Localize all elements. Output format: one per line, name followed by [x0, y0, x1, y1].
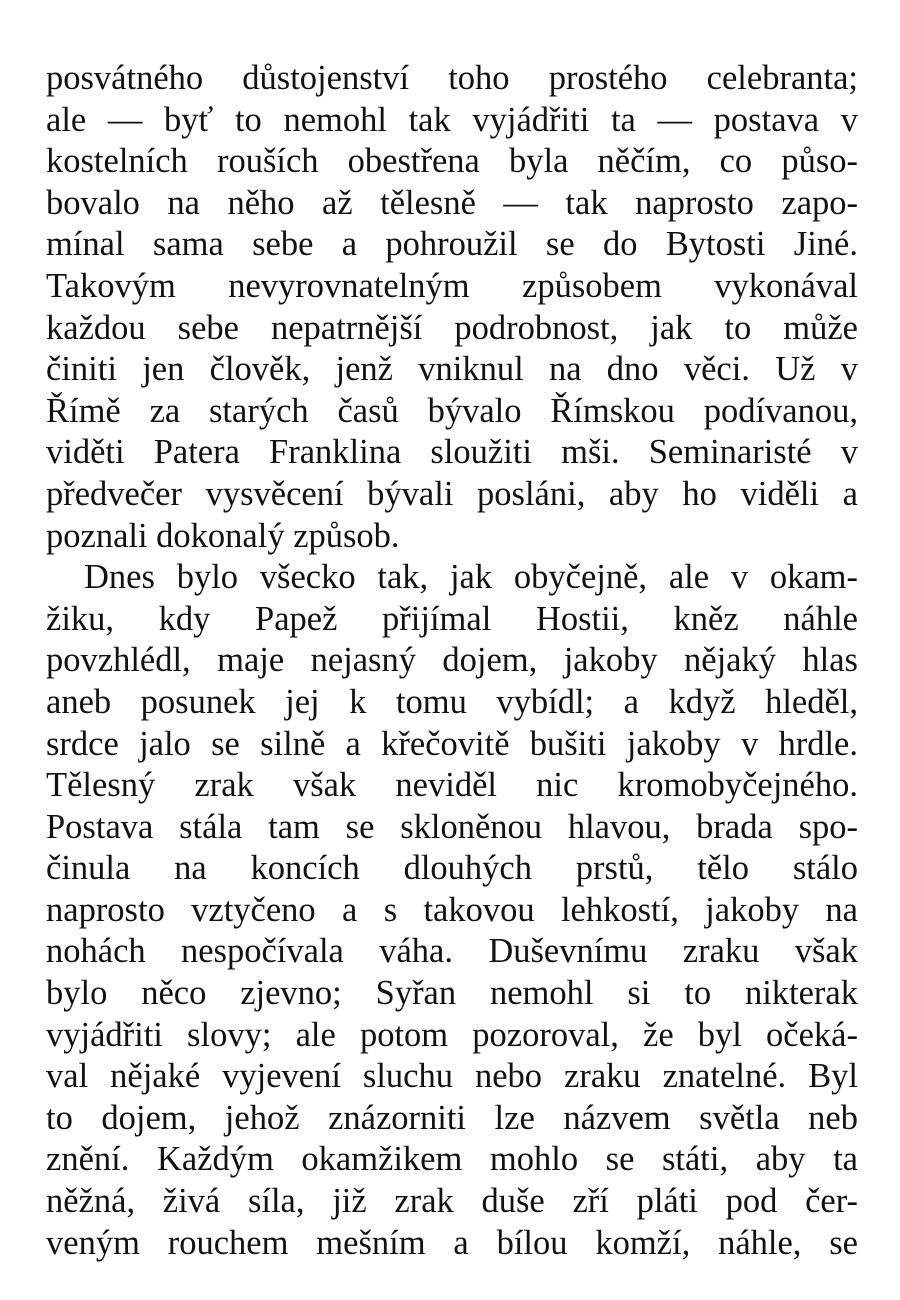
text-line: povzhlédl, maje nejasný dojem, jakoby nějaký hlas	[46, 641, 858, 680]
text-line: nohách nespočívala váha. Duševnímu zraku však	[46, 932, 858, 971]
text-line: aneb posunek jej k tomu vybídl; a když hleděl,	[46, 682, 858, 721]
text-line: naprosto vztyčeno a s takovou lehkostí, jakoby na	[46, 890, 858, 929]
document-page	[46, 58, 858, 1264]
text-line: činula na koncích dlouhých prstů, tělo stálo	[46, 849, 858, 888]
text-line: to dojem, jehož znázorniti lze názvem světla neb	[46, 1098, 858, 1137]
text-line: Dnes bylo všecko tak, jak obyčejně, ale v okam-	[84, 558, 858, 597]
text-line: znění. Každým okamžikem mohlo se státi, aby ta	[46, 1140, 858, 1179]
text-line: bovalo na něho až tělesně — tak naprosto zapo-	[46, 183, 858, 222]
text-line: vyjádřiti slovy; ale potom pozoroval, že byl očeká-	[46, 1015, 858, 1054]
text-line: Postava stála tam se skloněnou hlavou, brada spo-	[46, 807, 858, 846]
text-line: předvečer vysvěcení bývali posláni, aby ho viděli a	[46, 474, 858, 513]
text-line: kostelních rouších obestřena byla něčím, co půso-	[46, 142, 858, 181]
text-line: mínal sama sebe a pohroužil se do Bytosti Jiné.	[46, 225, 858, 264]
paragraph-2	[46, 557, 858, 1264]
text-line: posvátného důstojenství toho prostého celebranta;	[46, 59, 858, 97]
text-line: žiku, kdy Papež přijímal Hostii, kněz náhle	[46, 599, 858, 638]
text-line: něžná, živá síla, již zrak duše zří pláti pod čer-	[46, 1182, 858, 1221]
text-line: poznali dokonalý způsob.	[46, 516, 400, 555]
text-line: činiti jen člověk, jenž vniknul na dno věci. Už v	[46, 350, 858, 389]
text-line: veným rouchem mešním a bílou komží, náhle, se	[46, 1223, 858, 1262]
text-line: Tělesný zrak však neviděl nic kromobyčejného.	[46, 766, 858, 805]
text-line: Takovým nevyrovnatelným způsobem vykonával	[46, 266, 858, 305]
text-line: viděti Patera Franklina sloužiti mši. Seminaristé v	[46, 433, 858, 472]
text-line: bylo něco zjevno; Syřan nemohl si to nikterak	[46, 974, 858, 1013]
text-line: ale — byť to nemohl tak vyjádřiti ta — postava v	[46, 100, 858, 139]
text-line: každou sebe nepatrnější podrobnost, jak to může	[46, 308, 858, 347]
text-line: Římě za starých časů bývalo Římskou podívanou,	[46, 391, 858, 430]
text-line: srdce jalo se silně a křečovitě bušiti jakoby v hrdle.	[46, 724, 858, 763]
paragraph-1	[46, 58, 858, 557]
text-line: val nějaké vyjevení sluchu nebo zraku znatelné. Byl	[46, 1057, 858, 1096]
